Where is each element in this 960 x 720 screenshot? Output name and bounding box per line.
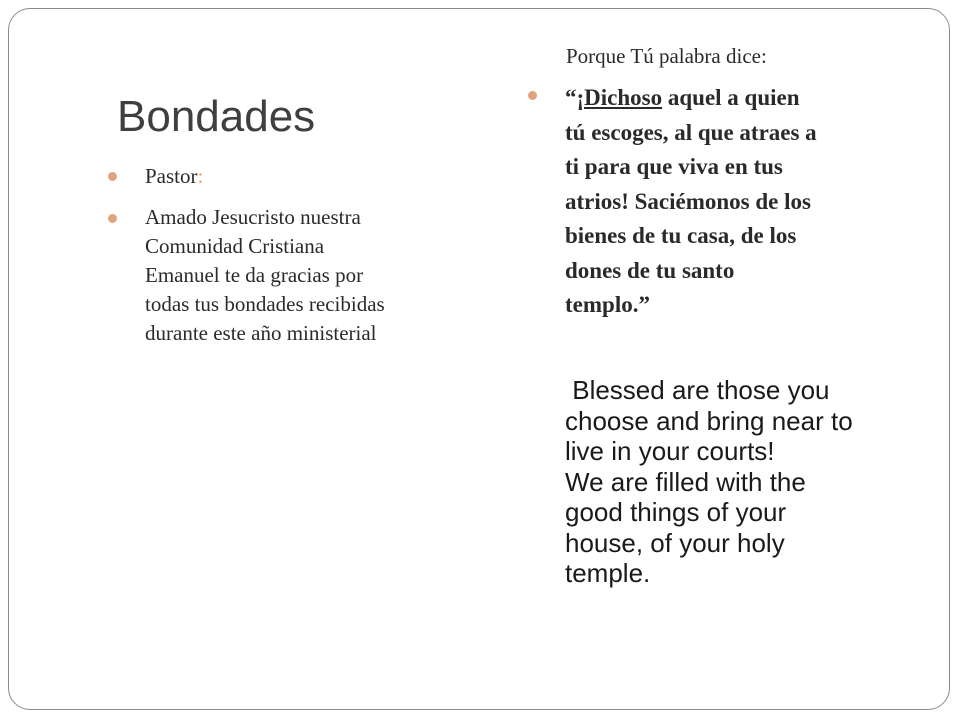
english-line: choose and bring near to (565, 405, 853, 436)
english-line: good things of your (565, 497, 787, 527)
quote-line (565, 81, 935, 116)
dedication-paragraph (145, 203, 385, 348)
spanish-scripture-quote (565, 81, 935, 323)
quote-line: tú escoges, al que atraes a (565, 119, 817, 145)
quote-line: atrios! Saciémonos de los (565, 188, 811, 214)
dedication-line: Amado Jesucristo nuestra (145, 205, 361, 229)
dedication-line: todas tus bondades recibidas (145, 292, 385, 316)
quote-line: ti para que viva en tus (565, 154, 783, 179)
slide-frame (8, 8, 950, 710)
quote-line: templo.” (565, 292, 650, 317)
pastor-text: Pastor (145, 164, 198, 188)
dedication-line: Emanuel te da gracias por (145, 263, 364, 287)
english-line: live in your courts! (565, 436, 775, 466)
quote-line: bienes de tu casa, de los (565, 223, 797, 248)
pastor-colon: : (197, 164, 204, 188)
quote-line: dones de tu santo (565, 257, 735, 283)
english-line: Blessed are those you (565, 375, 830, 405)
scripture-intro: Porque Tú palabra dice: (566, 44, 767, 68)
slide-title: Bondades (117, 92, 316, 141)
dedication-line: durante este año ministerial (145, 321, 377, 345)
english-line: house, of your holy (565, 527, 785, 558)
dedication-line: Comunidad Cristiana (145, 234, 325, 258)
quote-underlined-word: ¡Dichoso (576, 85, 663, 110)
bullet-icon (108, 214, 117, 223)
english-line: temple. (565, 558, 651, 588)
pastor-label (145, 162, 203, 191)
english-line: We are filled with the (565, 466, 806, 497)
english-scripture-translation (565, 375, 935, 589)
bullet-icon (528, 91, 537, 100)
quote-line-text: aquel a quien (662, 85, 800, 110)
quote-open-mark: “ (565, 85, 577, 110)
bullet-icon (108, 172, 117, 181)
